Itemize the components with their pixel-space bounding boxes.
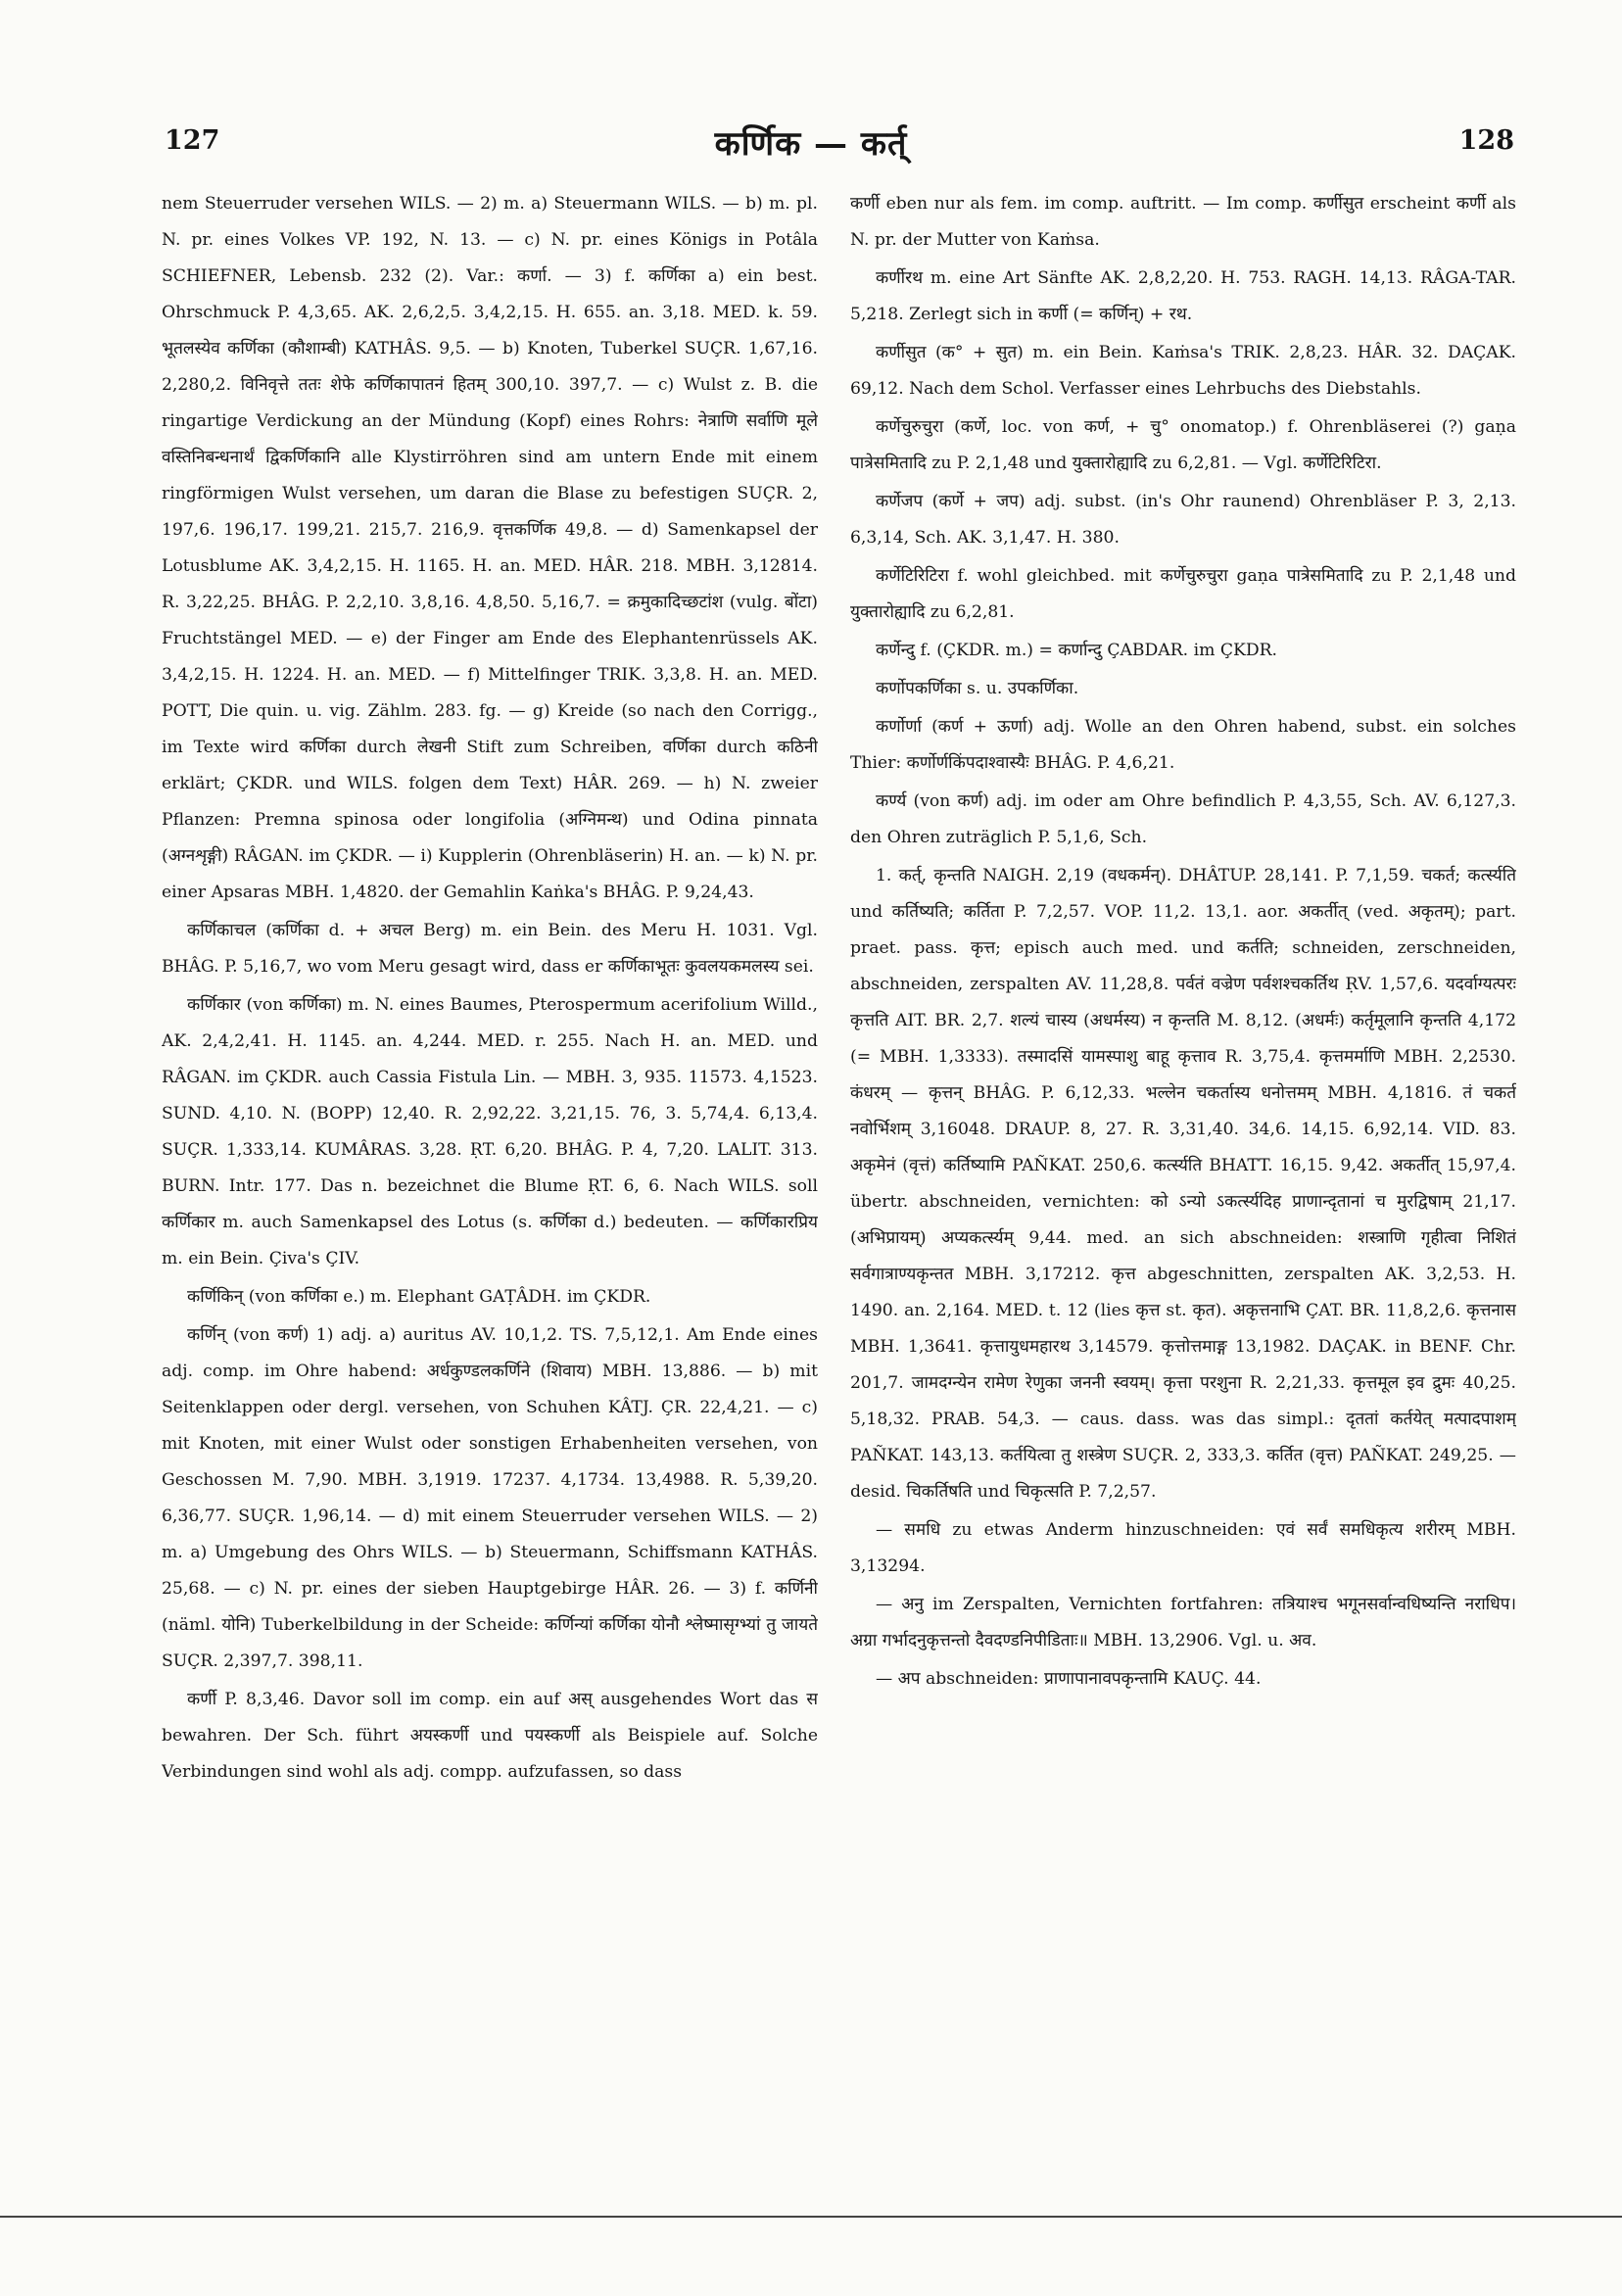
entry-paragraph: कर्णोपकर्णिका s. u. उपकर्णिका. [876,679,1079,698]
entry-paragraph: कर्णिकाचल (कर्णिका d. + अचल Berg) m. ein Bein. des Meru H. 1031. Vgl. BHÂG. P. 5,16,7, wo vom Meru gesagt wird, dass er कर्णिकाभूतः कुवलयकमलस्य sei. [162,921,818,977]
entry-paragraph: कर्णोर्णा (कर्ण + ऊर्णा) adj. Wolle an den Ohren habend, subst. ein solches Thier: कर्णोर्णकिंपदाश्वास्यैः BHÂG. P. 4,6,21. [850,717,1516,773]
page-number-right: 128 [1458,125,1514,156]
entry-paragraph: कर्णी eben nur als fem. im comp. auftritt. — Im comp. कर्णीसुत erscheint कर्णी als N. pr. der Mutter von Kaṁsa. [850,194,1516,250]
entry-paragraph: कर्णिकार (von कर्णिका) m. N. eines Baumes, Pterospermum acerifolium Willd., AK. 2,4,2,41. H. 1145. an. 4,244. MED. r. 255. Nach H. an. MED. und RÂGAN. im ÇKDR. auch Cassia Fistula Lin. — MBH. 3, 935. 11573. 4,1523. SUND. 4,10. N. (BOPP) 12,40. R. 2,92,22. 3,21,15. 76, 3. 5,74,4. 6,13,4. SUÇR. 1,333,14. KUMÂRAS. 3,28. ṚT. 6,20. BHÂG. P. 4, 7,20. LALIT. 313. BURN. Intr. 177. Das n. bezeichnet die Blume ṚT. 6, 6. Nach WILS. soll कर्णिकार m. auch Samenkapsel des Lotus (s. कर्णिका d.) bedeuten. — कर्णिकारप्रिय m. ein Bein. Çiva's ÇIV. [162,995,818,1268]
page-header [0,116,1622,174]
right-column [850,186,1516,2008]
entry-paragraph: कर्णेटिरिटिरा f. wohl gleichbed. mit कर्णेचुरुचुरा gaṇa पात्रेसमितादि zu P. 2,1,48 und युक्तारोह्यादि zu 6,2,81. [850,566,1516,622]
entry-paragraph: कर्णेचुरुचुरा (कर्णे, loc. von कर्ण, + चु° onomatop.) f. Ohrenbläserei (?) gaṇa पात्रेसमितादि zu P. 2,1,48 und युक्तारोह्यादि zu 6,2,81. — Vgl. कर्णेटिरिटिरा. [850,417,1516,473]
entry-paragraph: कर्णी P. 8,3,46. Davor soll im comp. ein auf अस् ausgehendes Wort das स bewahren. Der Sch. führt अयस्कर्णी und पयस्कर्णी als Beispiele auf. Solche Verbindungen sind wohl als adj. compp. aufzufassen, so dass [162,1690,818,1782]
entry-paragraph: कर्णिन् (von कर्ण) 1) adj. a) auritus AV. 10,1,2. TS. 7,5,12,1. Am Ende eines adj. comp. im Ohre habend: अर्धकुण्डलकर्णिने (शिवाय) MBH. 13,886. — b) mit Seitenklappen oder dergl. versehen, von Schuhen KÂTJ. ÇR. 22,4,21. — c) mit Knoten, mit einer Wulst oder sonstigen Erhabenheiten versehen, von Geschossen M. 7,90. MBH. 3,1919. 17237. 4,1734. 13,4988. R. 5,39,20. 6,36,77. SUÇR. 1,96,14. — d) mit einem Steuerruder versehen WILS. — 2) m. a) Umgebung des Ohrs WILS. — b) Steuermann, Schiffsmann KATHÂS. 25,68. — c) N. pr. eines der sieben Hauptgebirge HÂR. 26. — 3) f. कर्णिनी (näml. योनि) Tuberkelbildung in der Scheide: कर्णिन्यां कर्णिका योनौ श्लेष्मासृग्भ्यां तु जायते SUÇR. 2,397,7. 398,11. [162,1325,818,1671]
entry-paragraph: कर्णिकिन् (von कर्णिका e.) m. Elephant GAṬÂDH. im ÇKDR. [187,1287,651,1307]
entry-paragraph: — अप abschneiden: प्राणापानावपकृन्तामि KAUÇ. 44. [876,1669,1262,1689]
entry-paragraph: कर्णेजप (कर्णे + जप) adj. subst. (in's Ohr raunend) Ohrenbläser P. 3, 2,13. 6,3,14, Sch. AK. 3,1,47. H. 380. [850,492,1516,548]
entry-paragraph: 1. कर्त्, कृन्तति NAIGH. 2,19 (वधकर्मन्). DHÂTUP. 28,141. P. 7,1,59. चकर्त; कर्त्स्यति und कर्तिष्यति; कर्तिता P. 7,2,57. VOP. 11,2. 13,1. aor. अकर्तीत् (ved. अकृतम्); part. praet. pass. कृत्त; episch auch med. und कर्तति; schneiden, zerschneiden, abschneiden, zerspalten AV. 11,28,8. पर्वतं वज्रेण पर्वशश्चकर्तिथ ṚV. 1,57,6. यदर्वाग्यत्परः कृत्तति AIT. BR. 2,7. शल्यं चास्य (अधर्मस्य) न कृन्तति M. 8,12. (अधर्मः) कर्तृमूलानि कृन्तति 4,172 (= MBH. 1,3333). तस्मादसिं यामस्पाशु बाहू कृत्ताव R. 3,75,4. कृत्तमर्माणि MBH. 2,2530. कंधरम् — कृत्तन् BHÂG. P. 6,12,33. भल्लेन चकर्तास्य धनोत्तमम् MBH. 4,1816. तं चकर्त नवोर्भिशम् 3,16048. DRAUP. 8, 27. R. 3,31,40. 34,6. 14,15. 6,92,14. VID. 83. अकृमेनं (वृत्तं) कर्तिष्यामि PAÑKAT. 250,6. कर्त्स्यति BHATT. 16,15. 9,42. अकर्तीत् 15,97,4. übertr. abschneiden, vernichten: को ऽन्यो ऽकर्त्स्यदिह प्राणान्दृतानां च मुरद्विषाम् 21,17. (अभिप्रायम्) अप्यकर्त्स्यम् 9,44. med. an sich abschneiden: शस्त्राणि गृहीत्वा निशितं सर्वगात्राण्यकृन्तत MBH. 3,17212. कृत्त abgeschnitten, zerspalten AK. 3,2,53. H. 1490. an. 2,164. MED. t. 12 (lies कृत्त st. कृत). अकृत्तनाभि ÇAT. BR. 11,8,2,6. कृत्तनास MBH. 1,3641. कृत्तायुधमहारथ 3,14579. कृत्तोत्तमाङ्ग 13,1982. DAÇAK. in BENF. Chr. 201,7. जामदग्न्येन रामेण रेणुका जननी स्वयम्। कृत्ता परशुना R. 2,21,33. कृत्तमूल इव द्रुमः 40,25. 5,18,32. PRAB. 54,3. — caus. dass. was das simpl.: दृततां कर्तयेत् मत्पादपाशम् PAÑKAT. 143,13. कर्तयित्वा तु शस्त्रेण SUÇR. 2, 333,3. कर्तित (वृत्त) PAÑKAT. 249,25. — desid. चिकर्तिषति und चिकृत्सति P. 7,2,57. [850,866,1516,1502]
entry-paragraph: कर्णीरथ m. eine Art Sänfte AK. 2,8,2,20. H. 753. RAGH. 14,13. RÂGA-TAR. 5,218. Zerlegt sich in कर्णी (= कर्णिन्) + रथ. [850,268,1516,324]
entry-paragraph: nem Steuerruder versehen WILS. — 2) m. a) Steuermann WILS. — b) m. pl. N. pr. eines Volkes VP. 192, N. 13. — c) N. pr. eines Königs in Potâla SCHIEFNER, Lebensb. 232 (2). Var.: कर्णा. — 3) f. कर्णिका a) ein best. Ohrschmuck P. 4,3,65. AK. 2,6,2,5. 3,4,2,15. H. 655. an. 3,18. MED. k. 59. भूतलस्येव कर्णिका (कौशाम्बी) KATHÂS. 9,5. — b) Knoten, Tuberkel SUÇR. 1,67,16. 2,280,2. विनिवृत्ते ततः शेफे कर्णिकापातनं हितम् 300,10. 397,7. — c) Wulst z. B. die ringartige Verdickung an der Mündung (Kopf) eines Rohrs: नेत्राणि सर्वाणि मूले वस्तिनिबन्धनार्थं द्विकर्णिकानि alle Klystirröhren sind am untern Ende mit einem ringförmigen Wulst versehen, um daran die Blase zu befestigen SUÇR. 2, 197,6. 196,17. 199,21. 215,7. 216,9. वृत्तकर्णिक 49,8. — d) Samenkapsel der Lotusblume AK. 3,4,2,15. H. 1165. H. an. MED. HÂR. 218. MBH. 3,12814. R. 3,22,25. BHÂG. P. 2,2,10. 3,8,16. 4,8,50. 5,16,7. = क्रमुकादिच्छटांश (vulg. बोंटा) Fruchtstängel MED. — e) der Finger am Ende des Elephantenrüssels AK. 3,4,2,15. H. 1224. H. an. MED. — f) Mittelfinger TRIK. 3,3,8. H. an. MED. POTT, Die quin. u. vig. Zählm. 283. fg. — g) Kreide (so nach den Corrigg., im Texte wird कर्णिका durch लेखनी Stift zum Schreiben, वर्णिका durch कठिनी erklärt; ÇKDR. und WILS. folgen dem Text) HÂR. 269. — h) N. zweier Pflanzen: Premna spinosa oder longifolia (अग्निमन्थ) und Odina pinnata (अग्नशृङ्गी) RÂGAN. im ÇKDR. — i) Kupplerin (Ohrenbläserin) H. an. — k) N. pr. einer Apsaras MBH. 1,4820. der Gemahlin Kaṅka's BHÂG. P. 9,24,43. [162,194,818,902]
left-column [162,186,818,2008]
running-title: कर्णिक — कर्त् [714,124,908,164]
entry-paragraph: — समधि zu etwas Anderm hinzuschneiden: एवं सर्वं समधिकृत्य शरीरम् MBH. 3,13294. [850,1520,1516,1576]
bottom-rule [0,2216,1622,2218]
entry-paragraph: कर्ण्य (von कर्ण) adj. im oder am Ohre befindlich P. 4,3,55, Sch. AV. 6,127,3. den Ohren zuträglich P. 5,1,6, Sch. [850,791,1516,847]
entry-paragraph: कर्णीसुत (क° + सुत) m. ein Bein. Kaṁsa's TRIK. 2,8,23. HÂR. 32. DAÇAK. 69,12. Nach dem Schol. Verfasser eines Lehrbuchs des Diebstahls. [850,343,1516,399]
entry-paragraph: कर्णेन्दु f. (ÇKDR. m.) = कर्णान्दु ÇABDAR. im ÇKDR. [876,641,1278,660]
page-number-left: 127 [165,125,220,156]
entry-paragraph: — अनु im Zerspalten, Vernichten fortfahren: तत्रियाश्च भगूनसर्वान्वधिष्यन्ति नराधिप। अग्रा गर्भादनुकृत्तन्तो दैवदण्डनिपीडिताः॥ MBH. 13,2906. Vgl. u. अव. [850,1595,1516,1650]
